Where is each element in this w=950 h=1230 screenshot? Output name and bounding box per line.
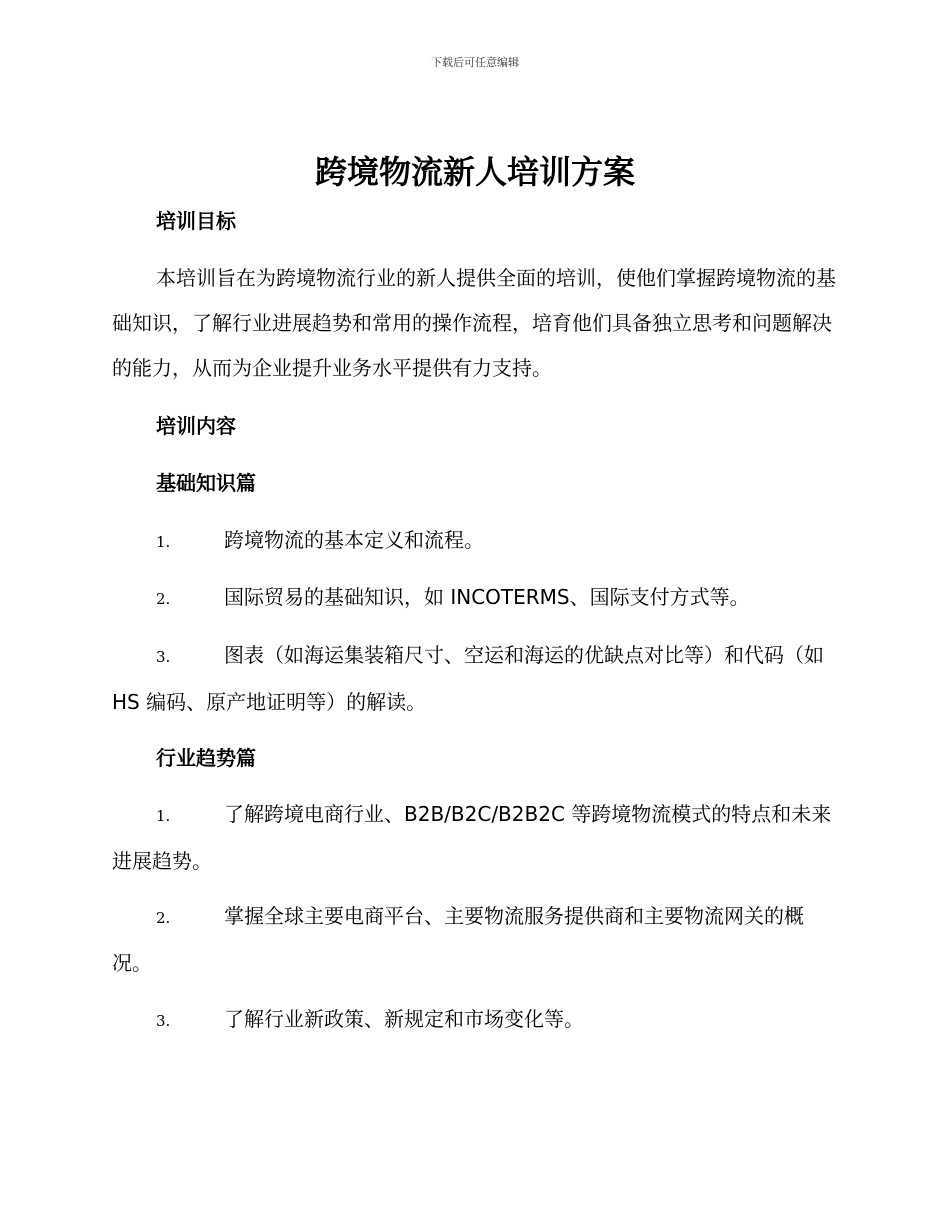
list-item bbox=[112, 518, 836, 565]
list-item-text: 了解行业新政策、新规定和市场变化等。 bbox=[224, 1007, 584, 1031]
header-note: 下载后可任意编辑 bbox=[431, 56, 519, 69]
list-item-number: 3. bbox=[156, 1012, 171, 1030]
heading-trends: 行业趋势篇 bbox=[156, 746, 256, 770]
list-item-text: 了解跨境电商行业、B2B/B2C/B2B2C 等跨境物流模式的特点和未来进展趋势。 bbox=[112, 802, 832, 873]
list-item bbox=[112, 575, 836, 622]
list-item-number: 1. bbox=[156, 533, 171, 551]
list-item-text: 掌握全球主要电商平台、主要物流服务提供商和主要物流网关的概况。 bbox=[112, 904, 804, 975]
heading-basics: 基础知识篇 bbox=[156, 471, 256, 495]
document-title: 跨境物流新人培训方案 bbox=[314, 153, 635, 191]
list-item bbox=[112, 792, 836, 884]
heading-training-content: 培训内容 bbox=[156, 414, 236, 438]
list-item bbox=[112, 633, 836, 725]
list-item-number: 2. bbox=[156, 590, 171, 608]
list-item-text: 图表（如海运集装箱尺寸、空运和海运的优缺点对比等）和代码（如 HS 编码、原产地证明等）的解读。 bbox=[112, 643, 824, 714]
list-item bbox=[112, 894, 836, 986]
list-item-number: 1. bbox=[156, 807, 171, 825]
heading-training-goal: 培训目标 bbox=[156, 209, 236, 233]
list-item-text: 国际贸易的基础知识，如 INCOTERMS、国际支付方式等。 bbox=[224, 585, 750, 609]
list-item bbox=[112, 997, 836, 1044]
paragraph-training-goal: 本培训旨在为跨境物流行业的新人提供全面的培训，使他们掌握跨境物流的基础知识，了解行业进展趋势和常用的操作流程，培育他们具备独立思考和问题解决的能力，从而为企业提升业务水平提供有力支持。 bbox=[112, 266, 836, 380]
list-item-text: 跨境物流的基本定义和流程。 bbox=[224, 528, 484, 552]
list-item-number: 3. bbox=[156, 648, 171, 666]
list-item-number: 2. bbox=[156, 909, 171, 927]
